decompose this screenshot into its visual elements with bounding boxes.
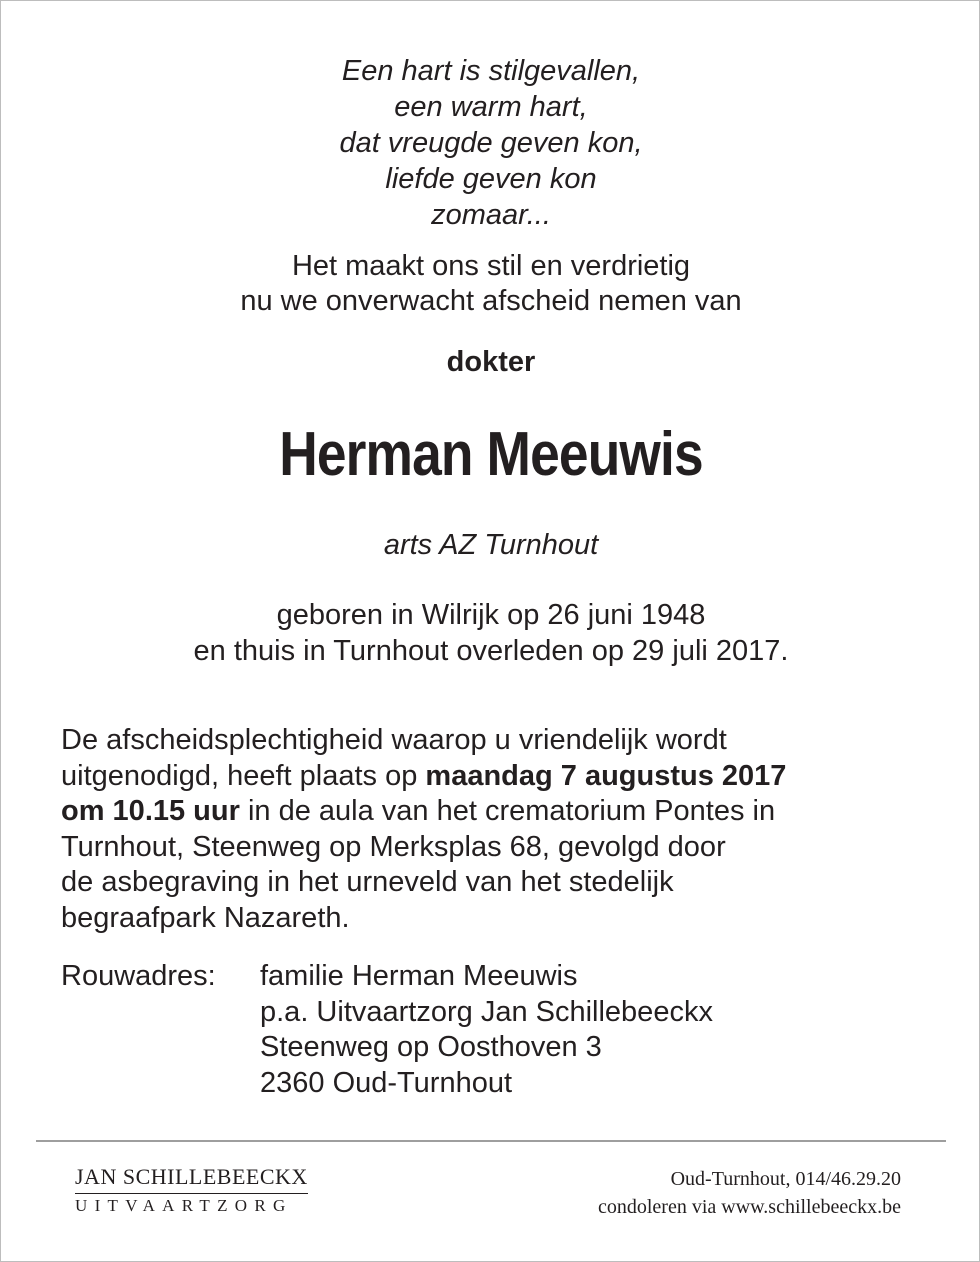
- deceased-role: arts AZ Turnhout: [383, 529, 599, 561]
- address-line: familie Herman Meeuwis: [260, 960, 578, 992]
- funeral-home-contact: [598, 1165, 901, 1221]
- ceremony-date: maandag 7 augustus 2017: [425, 759, 787, 792]
- address-line: p.a. Uitvaartzorg Jan Schillebeeckx: [260, 995, 713, 1028]
- ceremony-paragraph: [61, 723, 941, 936]
- ceremony-text: in de aula van het crematorium Pontes in: [239, 795, 776, 827]
- address-line: Steenweg op Oosthoven 3: [260, 1031, 602, 1063]
- address-lines: [260, 959, 713, 1101]
- ceremony-line: begraafpark Nazareth.: [61, 901, 350, 934]
- logo-name: JAN SCHILLEBEECKX: [75, 1164, 308, 1194]
- birth-line: geboren in Wilrijk op 26 juni 1948: [276, 599, 706, 631]
- contact-website: condoleren via www.schillebeeckx.be: [597, 1196, 901, 1218]
- death-line: en thuis in Turnhout overleden op 29 juli 2017.: [193, 635, 789, 667]
- poem-line: liefde geven kon: [385, 163, 597, 195]
- poem-line: zomaar...: [431, 199, 551, 231]
- ceremony-text: uitgenodigd, heeft plaats op: [61, 759, 426, 792]
- intro-text: [1, 249, 980, 319]
- poem-line: een warm hart,: [394, 91, 588, 123]
- deceased-name: Herman Meeuwis: [279, 420, 703, 489]
- contact-phone: Oud-Turnhout, 014/46.29.20: [670, 1168, 901, 1190]
- birth-death-info: [1, 597, 980, 669]
- footer-divider: [36, 1140, 946, 1142]
- ceremony-line: Turnhout, Steenweg op Merksplas 68, gevolgd door: [61, 830, 726, 863]
- funeral-home-logo: [75, 1164, 308, 1218]
- poem-line: dat vreugde geven kon,: [339, 127, 643, 159]
- poem: [1, 53, 980, 233]
- address-label: Rouwadres:: [61, 960, 216, 992]
- ceremony-line: [61, 794, 941, 830]
- ceremony-line: de asbegraving in het urneveld van het stedelijk: [61, 866, 674, 898]
- logo-subtitle: UITVAARTZORG: [75, 1196, 293, 1215]
- intro-line: Het maakt ons stil en verdrietig: [291, 250, 691, 282]
- intro-line: nu we onverwacht afscheid nemen van: [240, 285, 742, 317]
- poem-line: Een hart is stilgevallen,: [341, 55, 641, 87]
- ceremony-time: om 10.15 uur: [61, 795, 240, 827]
- address-line: 2360 Oud-Turnhout: [260, 1066, 513, 1099]
- deceased-title: dokter: [446, 346, 536, 378]
- ceremony-line: [61, 759, 941, 795]
- ceremony-line: De afscheidsplechtigheid waarop u vriendelijk wordt: [61, 724, 727, 756]
